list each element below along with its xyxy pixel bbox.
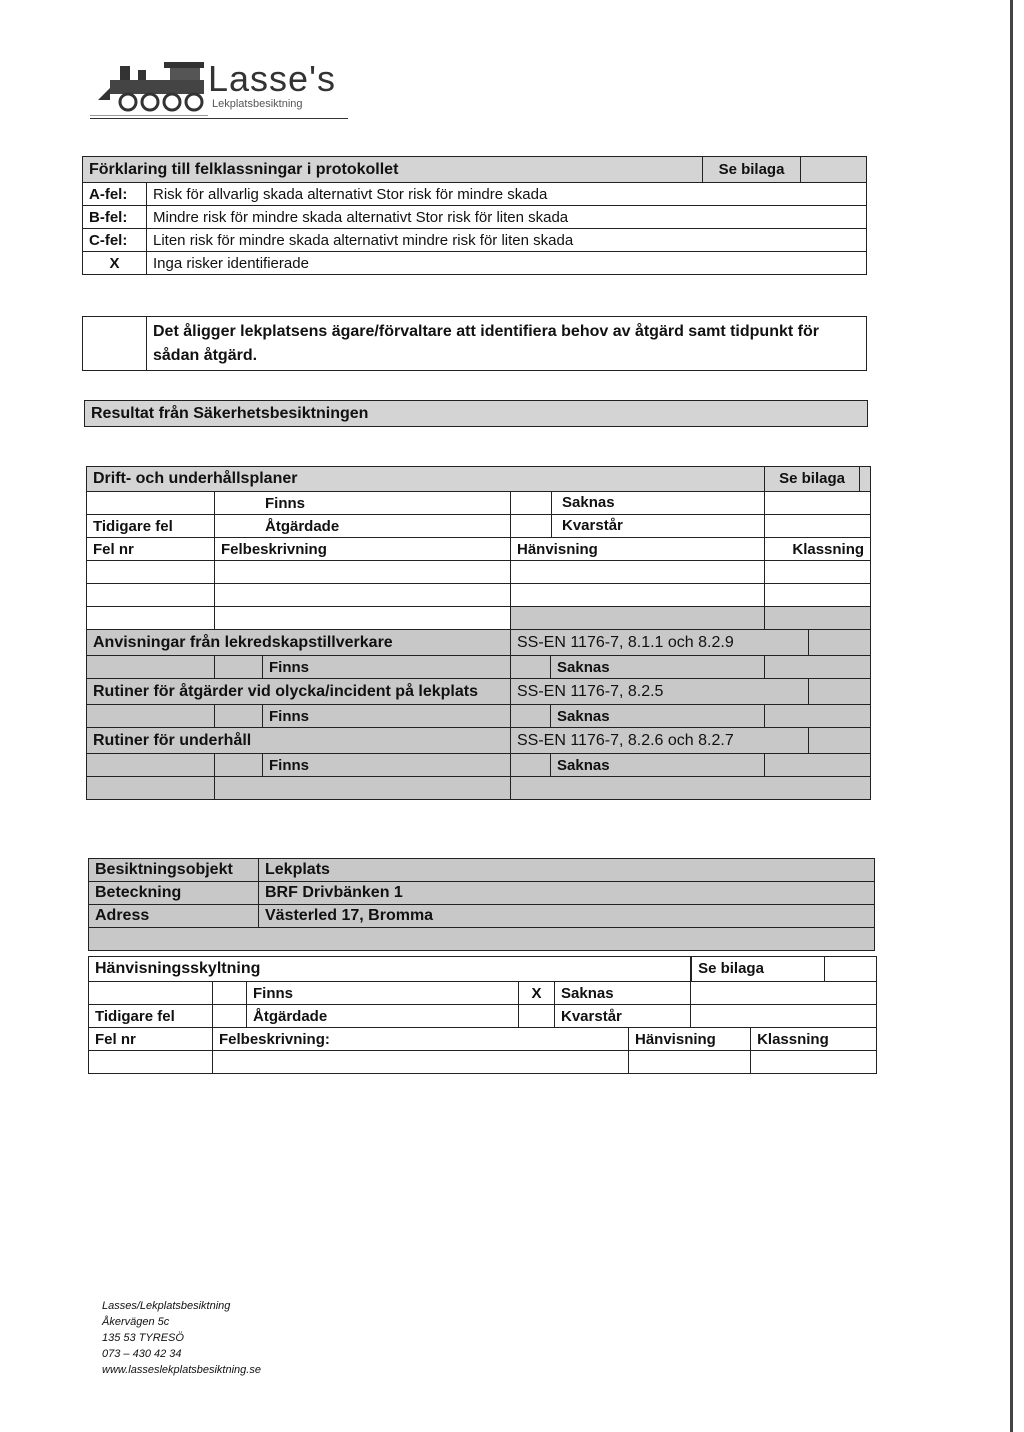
sign-kvarstar: Kvarstår: [555, 1005, 691, 1028]
object-value: BRF Drivbänken 1: [259, 882, 875, 905]
legend-se-bilaga-box[interactable]: [801, 157, 867, 183]
sign-empty-cell[interactable]: [89, 1051, 213, 1074]
legend-text: Liten risk för mindre skada alternativt mindre risk för liten skada: [147, 229, 867, 252]
drift-title: Drift- och underhållsplaner: [87, 467, 765, 492]
instruction-saknas: Saknas: [551, 656, 765, 679]
instruction-finns-box[interactable]: [215, 754, 263, 777]
drift-empty-cell[interactable]: [215, 607, 511, 630]
drift-col-felbeskrivning: Felbeskrivning: [215, 538, 511, 561]
legend-text: Risk för allvarlig skada alternativt Stor risk för mindre skada: [147, 183, 867, 206]
object-table: [88, 858, 875, 951]
instruction-finns-box[interactable]: [215, 705, 263, 728]
object-label: Beteckning: [89, 882, 259, 905]
drift-se-bilaga: Se bilaga: [765, 467, 860, 491]
object-value: Västerled 17, Bromma: [259, 905, 875, 928]
sign-atgardade-box[interactable]: [213, 1005, 247, 1028]
footer-line: 135 53 TYRESÖ: [102, 1332, 184, 1344]
instruction-ref: SS-EN 1176-7, 8.2.6 och 8.2.7: [511, 728, 809, 754]
drift-kvarstar: Kvarstår: [562, 517, 623, 534]
sign-kvarstar-box[interactable]: [519, 1005, 555, 1028]
footer-line: 073 – 430 42 34: [102, 1348, 182, 1360]
sign-table: [88, 956, 877, 1074]
train-icon: [90, 58, 208, 116]
drift-finns-label-cell: [87, 492, 215, 515]
drift-se-bilaga-box[interactable]: [860, 467, 870, 491]
drift-empty-cell[interactable]: [765, 584, 871, 607]
instruction-saknas: Saknas: [551, 705, 765, 728]
notice-text: Det åligger lekplatsens ägare/förvaltare att identifiera behov av åtgärd samt tidpunkt för sådan åtgärd.: [147, 317, 867, 371]
drift-col-klassning: Klassning: [765, 538, 871, 561]
page-edge: [1010, 0, 1013, 1432]
drift-col-felnr: Fel nr: [87, 538, 215, 561]
sign-col-felnr: Fel nr: [89, 1028, 213, 1051]
sign-saknas-box[interactable]: X: [519, 982, 555, 1005]
sign-empty-cell[interactable]: [629, 1051, 751, 1074]
drift-empty-cell[interactable]: [511, 584, 765, 607]
sign-col-klassning: Klassning: [751, 1028, 877, 1051]
sign-finns-box[interactable]: [213, 982, 247, 1005]
footer-line: Lasses/Lekplatsbesiktning: [102, 1300, 231, 1312]
drift-kvarstar-box[interactable]: [511, 515, 552, 537]
sign-empty-cell[interactable]: [751, 1051, 877, 1074]
instruction-finns: Finns: [263, 705, 511, 728]
drift-finns: Finns: [215, 492, 511, 515]
drift-atgardade: Åtgärdade: [215, 515, 511, 538]
drift-empty-cell[interactable]: [511, 561, 765, 584]
object-label: Besiktningsobjekt: [89, 859, 259, 882]
drift-saknas: Saknas: [562, 494, 615, 511]
drift-empty-cell[interactable]: [87, 584, 215, 607]
logo: [90, 58, 350, 120]
sign-finns: Finns: [247, 982, 519, 1005]
instruction-finns-box[interactable]: [215, 656, 263, 679]
legend-table: [82, 156, 867, 275]
sign-tidigare-fel: Tidigare fel: [89, 1005, 213, 1028]
instruction-saknas-box[interactable]: [511, 705, 551, 728]
drift-empty-cell[interactable]: [765, 607, 871, 630]
drift-table: [86, 466, 871, 800]
footer-line: Åkervägen 5c: [102, 1316, 170, 1328]
drift-empty-cell[interactable]: [87, 561, 215, 584]
legend-code: A-fel:: [83, 183, 147, 206]
sign-saknas: Saknas: [555, 982, 691, 1005]
legend-code: B-fel:: [83, 206, 147, 229]
legend-code: X: [83, 252, 147, 275]
instruction-saknas-box[interactable]: [511, 754, 551, 777]
instruction-label: Rutiner för åtgärder vid olycka/incident på lekplats: [87, 679, 511, 705]
notice-table: [82, 316, 867, 371]
object-label: Adress: [89, 905, 259, 928]
instruction-label: Rutiner för underhåll: [87, 728, 511, 754]
drift-empty-cell[interactable]: [765, 561, 871, 584]
result-header: Resultat från Säkerhetsbesiktningen: [85, 401, 868, 427]
instruction-finns: Finns: [263, 656, 511, 679]
logo-brand: Lasse's: [208, 58, 336, 99]
instruction-saknas-box[interactable]: [511, 656, 551, 679]
legend-se-bilaga: Se bilaga: [703, 157, 801, 183]
sign-empty-cell[interactable]: [213, 1051, 629, 1074]
instruction-ref: SS-EN 1176-7, 8.1.1 och 8.2.9: [511, 630, 809, 656]
logo-subtitle: Lekplatsbesiktning: [212, 98, 303, 110]
instruction-saknas: Saknas: [551, 754, 765, 777]
sign-col-hanvisning: Hänvisning: [629, 1028, 751, 1051]
legend-title: Förklaring till felklassningar i protokollet: [83, 157, 703, 183]
instruction-finns: Finns: [263, 754, 511, 777]
instruction-label: Anvisningar från lekredskapstillverkare: [87, 630, 511, 656]
drift-col-hanvisning: Hänvisning: [511, 538, 765, 561]
result-header-table: [84, 400, 868, 427]
drift-tidigare-fel: Tidigare fel: [87, 515, 215, 538]
sign-se-bilaga-box[interactable]: [825, 957, 876, 981]
object-value: Lekplats: [259, 859, 875, 882]
drift-empty-cell[interactable]: [215, 584, 511, 607]
footer-line: www.lasseslekplatsbesiktning.se: [102, 1364, 261, 1376]
drift-saknas-box[interactable]: [511, 492, 552, 514]
drift-empty-cell[interactable]: [511, 607, 765, 630]
legend-text: Mindre risk för mindre skada alternativt Stor risk för liten skada: [147, 206, 867, 229]
sign-col-felbeskrivning: Felbeskrivning:: [213, 1028, 629, 1051]
legend-text: Inga risker identifierade: [147, 252, 867, 275]
notice-checkbox[interactable]: [83, 317, 147, 371]
instruction-ref: SS-EN 1176-7, 8.2.5: [511, 679, 809, 705]
sign-title: Hänvisningsskyltning: [89, 957, 691, 982]
drift-empty-cell[interactable]: [87, 607, 215, 630]
sign-se-bilaga: Se bilaga: [691, 957, 825, 981]
sign-atgardade: Åtgärdade: [247, 1005, 519, 1028]
logo-underline: [90, 118, 348, 119]
drift-empty-cell[interactable]: [215, 561, 511, 584]
legend-code: C-fel:: [83, 229, 147, 252]
footer-address: [102, 1298, 261, 1378]
